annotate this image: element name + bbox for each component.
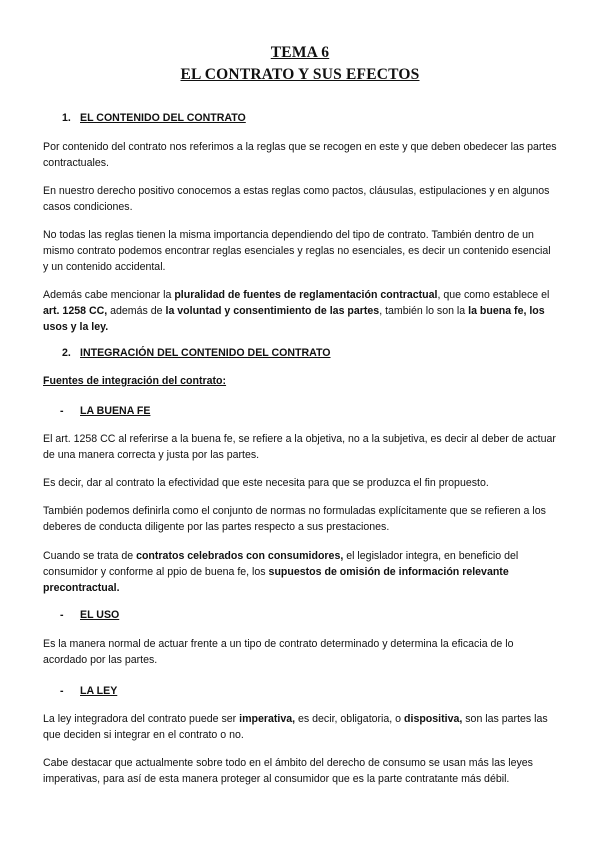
buena-fe-paragraph-1: El art. 1258 CC al referirse a la buena fe, se refiere a la objetiva, no a la subjetiva, es decir al deber de actuar de una manera correcta y justa por las partes. bbox=[43, 433, 556, 461]
ley-title: LA LEY bbox=[80, 685, 118, 697]
ley-heading bbox=[60, 683, 117, 699]
uso-paragraph-1: Es la manera normal de actuar frente a un tipo de contrato determinado y determina la eficacia de lo acordado por las partes. bbox=[43, 638, 514, 666]
section-1-heading bbox=[62, 110, 246, 126]
dash-bullet: - bbox=[60, 609, 64, 621]
section-1-paragraph-3: No todas las reglas tienen la misma importancia dependiendo del tipo de contrato. También dentro de un mismo contrato podemos encontrar reglas esenciales y reglas no esenciales, es decir un contenido esencial y un contenido accidental. bbox=[43, 229, 551, 273]
document-title: EL CONTRATO Y SUS EFECTOS bbox=[180, 66, 420, 83]
section-2-title: INTEGRACIÓN DEL CONTENIDO DEL CONTRATO bbox=[80, 347, 331, 359]
ley-paragraph-2: Cabe destacar que actualmente sobre todo en el ámbito del derecho de consumo se usan más las leyes imperativas, para así de esta manera proteger al consumidor que es la parte contratante más débil. bbox=[43, 757, 533, 785]
section-1-paragraph-2: En nuestro derecho positivo conocemos a estas reglas como pactos, cláusulas, estipulaciones y en algunos casos condiciones. bbox=[43, 185, 550, 213]
section-2-heading bbox=[62, 345, 331, 361]
ley-paragraph-1: La ley integradora del contrato puede ser imperativa, es decir, obligatoria, o dispositiva, son las partes las que deciden si integrar en el contrato o no. bbox=[43, 713, 548, 741]
sources-heading: Fuentes de integración del contrato: bbox=[43, 375, 227, 387]
buena-fe-title: LA BUENA FE bbox=[80, 405, 151, 417]
buena-fe-paragraph-4: Cuando se trata de contratos celebrados con consumidores, el legislador integra, en beneficio del consumidor y conforme al ppio de buena fe, los supuestos de omisión de información relevante precontractual. bbox=[43, 550, 519, 594]
buena-fe-paragraph-3: También podemos definirla como el conjunto de normas no formuladas explícitamente que se refieren a los deberes de conducta diligente por las partes respecto a sus prestaciones. bbox=[43, 505, 546, 533]
section-2-number: 2. bbox=[62, 347, 71, 359]
dash-bullet: - bbox=[60, 405, 64, 417]
document-title-number: TEMA 6 bbox=[270, 44, 330, 61]
buena-fe-paragraph-2: Es decir, dar al contrato la efectividad que este necesita para que se produzca el fin propuesto. bbox=[43, 477, 489, 489]
section-1-paragraph-4: Además cabe mencionar la pluralidad de fuentes de reglamentación contractual, que como establece el art. 1258 CC, además de la voluntad y consentimiento de las partes, también lo son la la buena fe, los usos y la ley. bbox=[43, 289, 550, 333]
uso-title: EL USO bbox=[80, 609, 120, 621]
buena-fe-heading bbox=[60, 403, 150, 419]
section-1-title: EL CONTENIDO DEL CONTRATO bbox=[80, 112, 246, 124]
section-1-number: 1. bbox=[62, 112, 71, 124]
uso-heading bbox=[60, 607, 119, 623]
dash-bullet: - bbox=[60, 685, 64, 697]
section-1-paragraph-1: Por contenido del contrato nos referimos a la reglas que se recogen en este y que deben obedecer las partes contractuales. bbox=[43, 141, 557, 169]
